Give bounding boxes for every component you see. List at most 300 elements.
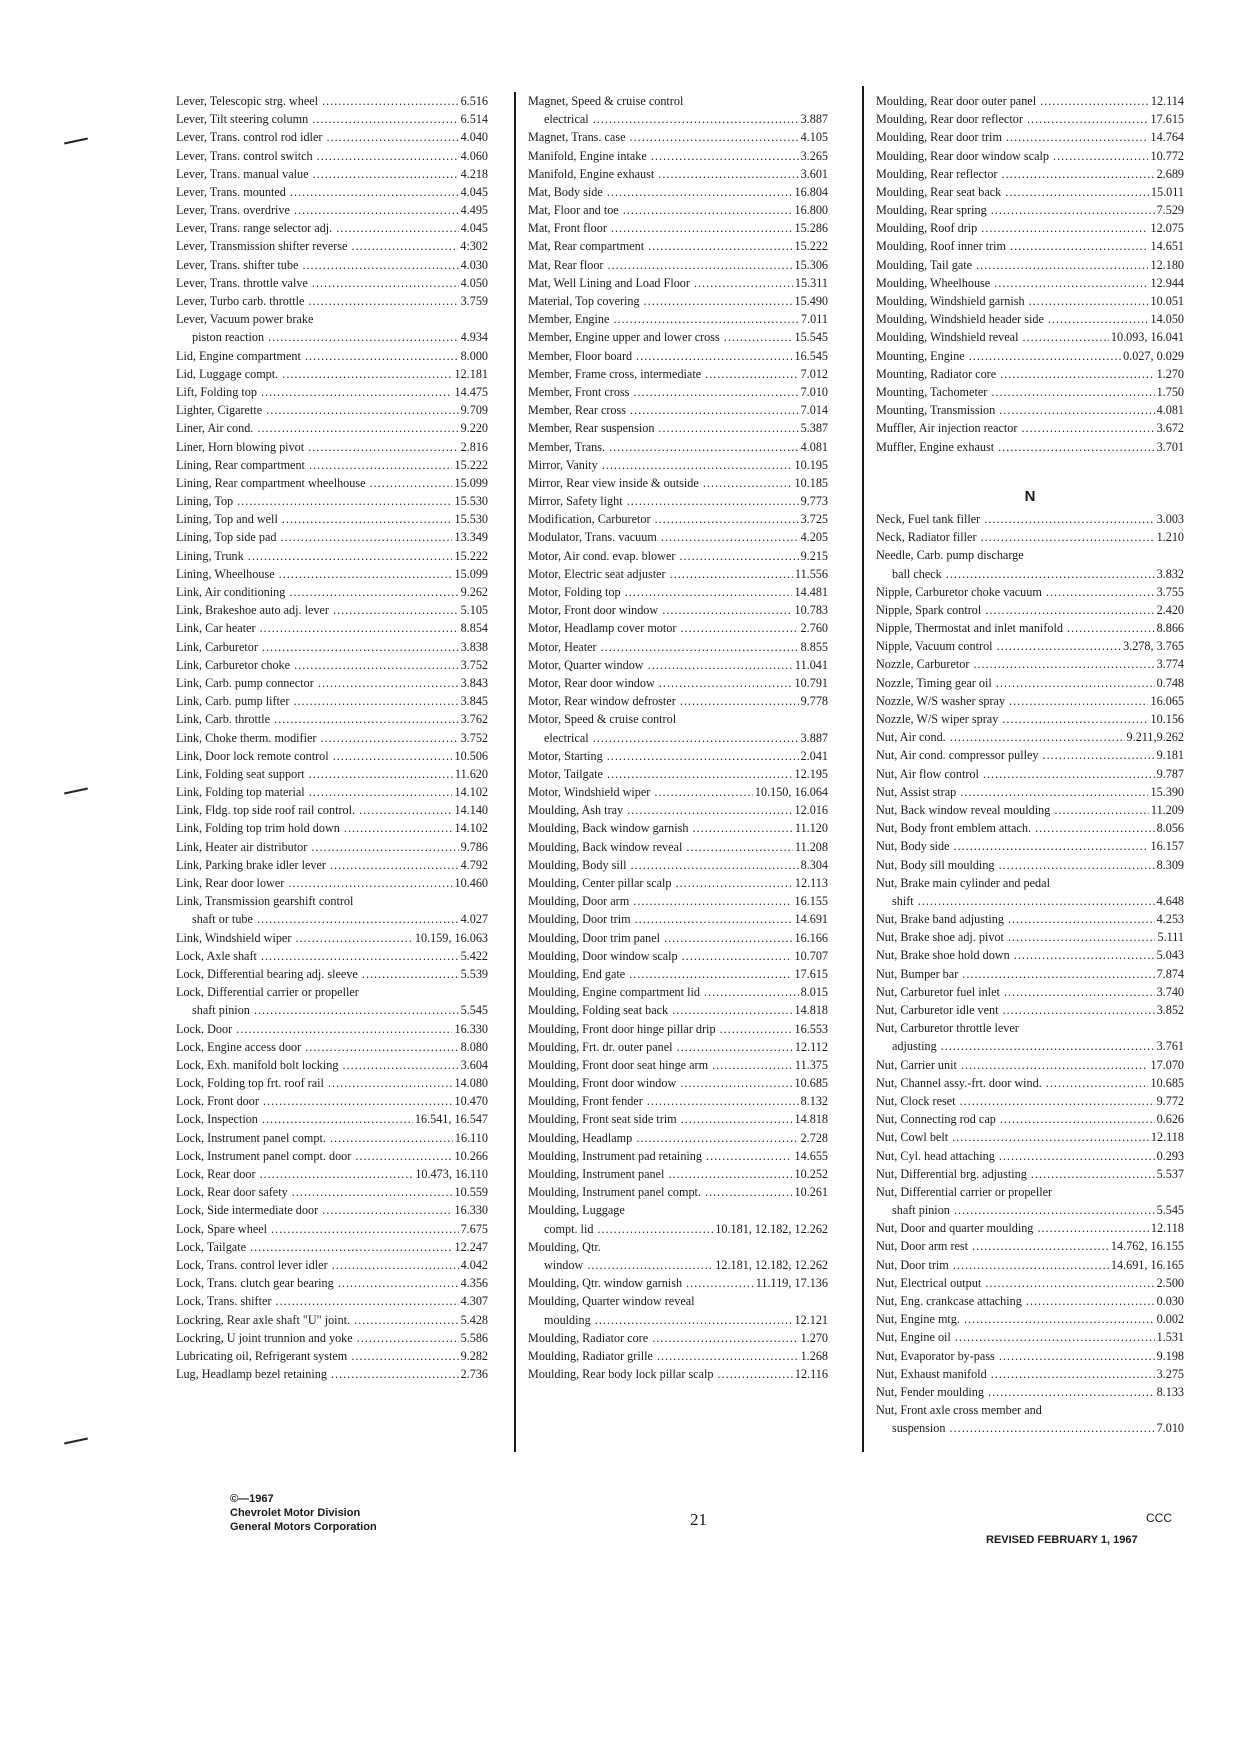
index-entry-term: Moulding, Front door seat hinge arm ..... xyxy=(528,1056,793,1074)
index-entry-page-ref: 16.804 xyxy=(794,184,828,199)
index-entry-page-ref: 17.615 xyxy=(794,966,828,981)
index-entry-term: Magnet, Trans. case ..... xyxy=(528,128,799,146)
index-entry xyxy=(528,1111,828,1129)
index-entry-page-ref: 8.854 xyxy=(460,621,488,636)
index-entry-page-ref: 2.041 xyxy=(800,748,828,763)
index-entry-term: Nut, Cyl. head attaching ..... xyxy=(876,1147,1155,1165)
footer-division: Chevrolet Motor Division xyxy=(230,1507,361,1519)
index-entry xyxy=(176,547,488,565)
index-entry-term: Link, Carb. pump lifter ..... xyxy=(176,692,459,710)
index-entry xyxy=(176,274,488,292)
index-entry xyxy=(176,710,488,728)
index-entry-term: Nut, Connecting rod cap ..... xyxy=(876,1110,1155,1128)
index-entry xyxy=(176,1001,488,1019)
index-entry-page-ref: 0.030 xyxy=(1156,1294,1184,1309)
index-entry xyxy=(876,565,1184,583)
binding-mark xyxy=(64,1438,88,1445)
binding-mark xyxy=(64,138,88,145)
index-entry-page-ref: 2.500 xyxy=(1156,1275,1184,1290)
index-entry-page-ref: 14.475 xyxy=(454,384,488,399)
index-entry-page-ref: 3.265 xyxy=(800,148,828,163)
index-entry-page-ref: 11.556 xyxy=(794,566,828,581)
index-entry xyxy=(528,1129,828,1147)
index-entry xyxy=(876,656,1184,674)
index-entry xyxy=(528,110,828,128)
index-entry-term: Lock, Inspection ..... xyxy=(176,1110,413,1128)
index-entry-term: Manifold, Engine intake ..... xyxy=(528,147,799,165)
index-entry xyxy=(528,910,828,928)
index-entry-term: Nut, Air flow control ..... xyxy=(876,765,1155,783)
index-entry xyxy=(176,474,488,492)
index-entry-term: piston reaction ..... xyxy=(192,328,459,346)
index-entry-page-ref: 10.685 xyxy=(794,1076,828,1091)
index-entry xyxy=(176,1256,488,1274)
index-entry-term: Moulding, Back window reveal ..... xyxy=(528,838,793,856)
index-entry xyxy=(876,619,1184,637)
index-entry xyxy=(528,674,828,692)
index-entry-page-ref: 16.800 xyxy=(794,203,828,218)
index-entry xyxy=(528,219,828,237)
index-entry-term: Moulding, Ash tray ..... xyxy=(528,801,792,819)
index-entry-page-ref: 9.181 xyxy=(1156,748,1184,763)
index-entry-page-ref: 3.852 xyxy=(1156,1003,1184,1018)
index-entry-term: Muffler, Engine exhaust ..... xyxy=(876,438,1155,456)
index-entry-term: Moulding, Instrument pad retaining ..... xyxy=(528,1147,792,1165)
index-entry-page-ref: 8.080 xyxy=(460,1039,488,1054)
index-entry-page-ref: 10.266 xyxy=(454,1148,488,1163)
index-entry xyxy=(528,347,828,365)
index-entry-page-ref: 0.748 xyxy=(1156,675,1184,690)
index-entry-page-ref: 5.586 xyxy=(460,1330,488,1345)
index-entry xyxy=(876,92,1184,110)
index-entry-page-ref: 4.253 xyxy=(1156,912,1184,927)
index-entry xyxy=(528,1056,828,1074)
index-entry-term: Nut, Carburetor fuel inlet ..... xyxy=(876,983,1155,1001)
index-entry-term: Moulding, Door trim panel ..... xyxy=(528,929,792,947)
index-entry-term: Motor, Rear window defroster ..... xyxy=(528,692,799,710)
index-entry-page-ref: 10.470 xyxy=(454,1094,488,1109)
index-entry-term: Moulding, Rear door trim ..... xyxy=(876,128,1148,146)
index-entry-term: Nut, Door and quarter moulding ..... xyxy=(876,1219,1149,1237)
index-entry xyxy=(176,765,488,783)
index-entry xyxy=(176,929,488,947)
index-entry xyxy=(876,856,1184,874)
index-entry-page-ref: 8.000 xyxy=(460,348,488,363)
index-entry-page-ref: 14.818 xyxy=(794,1112,828,1127)
index-entry-term: Moulding, Center pillar scalp ..... xyxy=(528,874,793,892)
index-entry-page-ref: 10.685 xyxy=(1150,1075,1184,1090)
index-entry-page-ref: 10.181, 12.182, 12.262 xyxy=(715,1221,828,1236)
index-entry-page-ref: 16.553 xyxy=(794,1021,828,1036)
index-entry xyxy=(876,1147,1184,1165)
index-entry-page-ref: 12.180 xyxy=(1150,257,1184,272)
index-entry xyxy=(176,438,488,456)
index-entry-page-ref: 14.655 xyxy=(794,1148,828,1163)
index-entry-term: suspension ..... xyxy=(892,1419,1155,1437)
index-entry xyxy=(528,1020,828,1038)
index-entry xyxy=(528,638,828,656)
index-entry xyxy=(176,965,488,983)
index-entry-page-ref: 15.545 xyxy=(794,330,828,345)
index-entry xyxy=(876,401,1184,419)
index-entry-term: Mounting, Transmission ..... xyxy=(876,401,1155,419)
index-entry xyxy=(876,419,1184,437)
index-entry xyxy=(176,401,488,419)
index-entry-term: Motor, Front door window ..... xyxy=(528,601,792,619)
index-entry xyxy=(176,383,488,401)
index-entry-page-ref: 17.615 xyxy=(1150,112,1184,127)
index-entry-page-ref: 3.740 xyxy=(1156,984,1184,999)
index-entry-page-ref: 0.626 xyxy=(1156,1112,1184,1127)
index-entry-term: electrical ..... xyxy=(544,110,799,128)
index-entry-page-ref: 5.387 xyxy=(800,421,828,436)
index-entry-term: shaft or tube ..... xyxy=(192,910,459,928)
index-entry xyxy=(528,1329,828,1347)
index-entry-page-ref: 4.081 xyxy=(1156,403,1184,418)
index-entry xyxy=(176,110,488,128)
index-entry xyxy=(176,656,488,674)
index-entry xyxy=(876,1310,1184,1328)
index-entry-term: Member, Trans. ..... xyxy=(528,438,799,456)
index-entry-term: Lock, Folding top frt. roof rail ..... xyxy=(176,1074,452,1092)
index-entry xyxy=(528,765,828,783)
index-entry xyxy=(176,147,488,165)
index-entry-page-ref: 15.306 xyxy=(794,257,828,272)
index-entry xyxy=(176,874,488,892)
index-entry-term: Moulding, Rear seat back ..... xyxy=(876,183,1149,201)
index-entry-term: compt. lid ..... xyxy=(544,1220,713,1238)
index-entry-page-ref: 9.215 xyxy=(800,548,828,563)
index-entry xyxy=(876,746,1184,764)
index-entry xyxy=(176,1147,488,1165)
index-entry-page-ref: 10.156 xyxy=(1150,712,1184,727)
index-entry-page-ref: 3.843 xyxy=(460,675,488,690)
index-entry xyxy=(876,1201,1184,1219)
index-entry-term: Mounting, Tachometer ..... xyxy=(876,383,1155,401)
index-entry-page-ref: 5.422 xyxy=(460,948,488,963)
index-entry-term: Link, Folding seat support ..... xyxy=(176,765,453,783)
index-entry-term: Lining, Rear compartment ..... xyxy=(176,456,452,474)
index-entry-page-ref: 7.010 xyxy=(800,384,828,399)
index-entry-term: Member, Rear cross ..... xyxy=(528,401,799,419)
index-entry xyxy=(176,838,488,856)
index-entry xyxy=(528,801,828,819)
index-entry-term: Member, Engine upper and lower cross ..... xyxy=(528,328,792,346)
index-entry xyxy=(876,1347,1184,1365)
index-entry-page-ref: 4.030 xyxy=(460,257,488,272)
index-entry-term: Moulding, Instrument panel ..... xyxy=(528,1165,792,1183)
index-entry-term: Link, Air conditioning ..... xyxy=(176,583,459,601)
index-entry xyxy=(876,1328,1184,1346)
index-entry-page-ref: 14.691 xyxy=(794,912,828,927)
index-entry-term: Lock, Engine access door ..... xyxy=(176,1038,459,1056)
index-entry xyxy=(528,1038,828,1056)
index-entry xyxy=(528,783,828,801)
index-entry-page-ref: 4.042 xyxy=(460,1257,488,1272)
index-entry-term: Lining, Trunk ..... xyxy=(176,547,452,565)
index-entry-page-ref: 14.080 xyxy=(454,1076,488,1091)
index-entry xyxy=(528,1092,828,1110)
index-entry xyxy=(876,510,1184,528)
index-entry-page-ref: 7.874 xyxy=(1156,966,1184,981)
index-entry xyxy=(528,547,828,565)
index-entry-term: adjusting ..... xyxy=(892,1037,1155,1055)
index-entry-heading: Lever, Vacuum power brake xyxy=(176,312,314,327)
index-entry-page-ref: 11.209 xyxy=(1150,802,1184,817)
index-entry xyxy=(876,310,1184,328)
index-entry-page-ref: 4.045 xyxy=(460,184,488,199)
index-entry xyxy=(176,201,488,219)
index-entry-page-ref: 15.530 xyxy=(454,512,488,527)
index-entry-page-ref: 4.040 xyxy=(460,130,488,145)
index-entry-term: Lid, Engine compartment ..... xyxy=(176,347,459,365)
index-entry-page-ref: 10.252 xyxy=(794,1167,828,1182)
index-entry-page-ref: 4.105 xyxy=(800,130,828,145)
index-entry-term: Moulding, Front fender ..... xyxy=(528,1092,799,1110)
index-column-2 xyxy=(528,92,828,1383)
index-entry-heading: Link, Transmission gearshift control xyxy=(176,894,354,909)
index-entry-term: Lock, Axle shaft ..... xyxy=(176,947,459,965)
index-entry-term: Motor, Windshield wiper ..... xyxy=(528,783,753,801)
index-entry-page-ref: 15.099 xyxy=(454,475,488,490)
index-entry-term: Lock, Trans. shifter ..... xyxy=(176,1292,459,1310)
index-entry xyxy=(528,401,828,419)
index-entry-page-ref: 3.601 xyxy=(800,166,828,181)
index-entry-term: Nut, Fender moulding ..... xyxy=(876,1383,1155,1401)
index-entry-term: Material, Top covering ..... xyxy=(528,292,792,310)
index-entry-page-ref: 4.307 xyxy=(460,1294,488,1309)
index-entry xyxy=(176,92,488,110)
footer-copyright: ©—1967 xyxy=(230,1493,274,1505)
index-entry xyxy=(176,692,488,710)
index-entry-page-ref: 3.762 xyxy=(460,712,488,727)
index-entry-term: Moulding, Rear spring ..... xyxy=(876,201,1155,219)
index-entry xyxy=(876,1256,1184,1274)
index-entry xyxy=(876,1165,1184,1183)
index-entry-term: Nozzle, Timing gear oil ..... xyxy=(876,674,1155,692)
index-entry-heading: Needle, Carb. pump discharge xyxy=(876,548,1024,563)
index-entry xyxy=(876,1419,1184,1437)
index-entry xyxy=(528,292,828,310)
index-entry xyxy=(176,165,488,183)
index-entry-page-ref: 11.041 xyxy=(794,657,828,672)
index-entry-term: Link, Carb. pump connector ..... xyxy=(176,674,459,692)
index-entry-term: Liner, Air cond. ..... xyxy=(176,419,459,437)
index-entry-term: Moulding, Door trim ..... xyxy=(528,910,792,928)
index-entry xyxy=(528,947,828,965)
index-entry-page-ref: 3.725 xyxy=(800,512,828,527)
index-entry-term: Link, Folding top trim hold down ..... xyxy=(176,819,452,837)
index-entry xyxy=(528,256,828,274)
index-entry-page-ref: 0.293 xyxy=(1156,1148,1184,1163)
index-entry-term: Nut, Body front emblem attach. ..... xyxy=(876,819,1155,837)
index-entry xyxy=(528,474,828,492)
index-entry-term: Moulding, Instrument panel compt. ..... xyxy=(528,1183,792,1201)
index-entry-page-ref: 9.198 xyxy=(1156,1348,1184,1363)
index-entry xyxy=(176,910,488,928)
index-entry-term: Muffler, Air injection reactor ..... xyxy=(876,419,1155,437)
index-entry-page-ref: 2.689 xyxy=(1156,166,1184,181)
index-entry-term: Lock, Door ..... xyxy=(176,1020,452,1038)
index-entry-page-ref: 10.783 xyxy=(794,603,828,618)
index-entry-term: Motor, Air cond. evap. blower ..... xyxy=(528,547,799,565)
index-entry-term: Nipple, Vacuum control ..... xyxy=(876,637,1121,655)
index-entry xyxy=(876,892,1184,910)
index-entry xyxy=(528,601,828,619)
index-entry-term: Moulding, Qtr. window garnish ..... xyxy=(528,1274,754,1292)
index-entry-term: moulding ..... xyxy=(544,1311,792,1329)
index-entry-term: Nipple, Spark control ..... xyxy=(876,601,1155,619)
index-entry-term: Nut, Cowl belt ..... xyxy=(876,1128,1149,1146)
index-entry xyxy=(528,1074,828,1092)
index-entry xyxy=(876,1128,1184,1146)
index-entry-page-ref: 12.181 xyxy=(454,366,488,381)
index-entry-page-ref: 16.065 xyxy=(1150,693,1184,708)
index-entry-page-ref: 7.529 xyxy=(1156,203,1184,218)
index-entry-page-ref: 8.132 xyxy=(800,1094,828,1109)
index-entry xyxy=(876,965,1184,983)
footer-revised-date: REVISED FEBRUARY 1, 1967 xyxy=(986,1534,1138,1546)
index-entry xyxy=(528,165,828,183)
index-entry xyxy=(528,492,828,510)
index-entry xyxy=(528,183,828,201)
index-entry-term: Nut, Body sill moulding ..... xyxy=(876,856,1155,874)
index-entry-term: shaft pinion ..... xyxy=(892,1201,1155,1219)
index-entry-term: Mat, Body side ..... xyxy=(528,183,792,201)
index-entry-term: Lining, Top and well ..... xyxy=(176,510,452,528)
index-entry-heading: Nut, Brake main cylinder and pedal xyxy=(876,875,1050,890)
page-number: 21 xyxy=(690,1510,707,1529)
index-entry-page-ref: 4.648 xyxy=(1156,893,1184,908)
index-entry xyxy=(876,601,1184,619)
index-entry-term: Lever, Trans. control switch ..... xyxy=(176,147,459,165)
index-entry xyxy=(876,292,1184,310)
index-entry xyxy=(528,983,828,1001)
index-entry-term: Moulding, Wheelhouse ..... xyxy=(876,274,1148,292)
index-entry-term: Lever, Trans. shifter tube ..... xyxy=(176,256,459,274)
index-entry-heading: Lock, Differential carrier or propeller xyxy=(176,985,359,1000)
index-entry-page-ref: 16.157 xyxy=(1150,839,1184,854)
index-entry xyxy=(176,747,488,765)
index-entry xyxy=(528,583,828,601)
index-entry-page-ref: 3.887 xyxy=(800,730,828,745)
index-entry-term: Lever, Telescopic strg. wheel ..... xyxy=(176,92,459,110)
index-entry-page-ref: 6.514 xyxy=(460,112,488,127)
index-entry-term: Link, Folding top material ..... xyxy=(176,783,452,801)
index-entry-page-ref: 4.050 xyxy=(460,275,488,290)
footer-corporation: General Motors Corporation xyxy=(230,1521,377,1533)
index-entry-page-ref: 12.112 xyxy=(794,1039,828,1054)
index-entry-term: Nut, Body side ..... xyxy=(876,837,1148,855)
index-column-1 xyxy=(176,92,488,1383)
index-entry-page-ref: 1.268 xyxy=(800,1348,828,1363)
index-entry-term: Moulding, Tail gate ..... xyxy=(876,256,1148,274)
index-entry xyxy=(876,801,1184,819)
index-entry-page-ref: 7.011 xyxy=(801,312,828,327)
index-entry xyxy=(528,238,828,256)
index-entry xyxy=(176,183,488,201)
index-entry xyxy=(876,674,1184,692)
index-entry-term: Moulding, Windshield header side ..... xyxy=(876,310,1148,328)
index-entry xyxy=(876,1037,1184,1055)
index-entry-page-ref: 15.490 xyxy=(794,294,828,309)
index-entry xyxy=(876,1238,1184,1256)
index-entry-page-ref: 12.118 xyxy=(1150,1221,1184,1236)
index-entry-page-ref: 8.304 xyxy=(800,857,828,872)
index-entry-page-ref: 3.755 xyxy=(1156,584,1184,599)
index-entry xyxy=(176,856,488,874)
index-entry xyxy=(528,565,828,583)
index-entry xyxy=(876,910,1184,928)
index-entry-term: Lever, Trans. manual value ..... xyxy=(176,165,459,183)
index-entry-term: Modification, Carburetor ..... xyxy=(528,510,799,528)
index-entry xyxy=(176,583,488,601)
index-entry-page-ref: 12.247 xyxy=(454,1239,488,1254)
index-entry-page-ref: 4.356 xyxy=(460,1276,488,1291)
index-entry-term: Nut, Engine mtg. ..... xyxy=(876,1310,1155,1328)
index-entry-term: Nozzle, W/S wiper spray ..... xyxy=(876,710,1148,728)
index-entry-page-ref: 6.516 xyxy=(460,93,488,108)
index-entry-page-ref: 9.282 xyxy=(460,1348,488,1363)
index-entry-page-ref: 7.012 xyxy=(800,366,828,381)
index-entry-page-ref: 3.887 xyxy=(800,112,828,127)
index-entry-term: Lock, Rear door ..... xyxy=(176,1165,413,1183)
index-entry-term: Mirror, Rear view inside & outside ..... xyxy=(528,474,792,492)
index-entry-heading: Nut, Differential carrier or propeller xyxy=(876,1184,1053,1199)
index-entry-term: Nut, Channel assy.-frt. door wind. ..... xyxy=(876,1074,1148,1092)
index-entry xyxy=(876,238,1184,256)
index-entry-page-ref: 15.390 xyxy=(1150,784,1184,799)
index-entry-page-ref: 2.760 xyxy=(800,621,828,636)
index-entry xyxy=(528,1311,828,1329)
index-entry-term: Moulding, Radiator core ..... xyxy=(528,1329,799,1347)
index-entry xyxy=(876,365,1184,383)
index-entry xyxy=(528,383,828,401)
index-entry-page-ref: 9.787 xyxy=(1156,766,1184,781)
index-entry-page-ref: 10.506 xyxy=(454,748,488,763)
index-entry xyxy=(876,765,1184,783)
index-entry-term: Lug, Headlamp bezel retaining ..... xyxy=(176,1365,459,1383)
index-entry-term: Lock, Trans. control lever idler ..... xyxy=(176,1256,459,1274)
index-entry-page-ref: 4.060 xyxy=(460,148,488,163)
index-entry-term: Lock, Trans. clutch gear bearing ..... xyxy=(176,1274,459,1292)
index-entry-term: Nozzle, Carburetor ..... xyxy=(876,655,1155,673)
index-entry-page-ref: 17.070 xyxy=(1150,1057,1184,1072)
index-entry-term: Moulding, Body sill ..... xyxy=(528,856,799,874)
index-entry-term: Mirror, Safety light ..... xyxy=(528,492,799,510)
index-entry-page-ref: 11.120 xyxy=(794,821,828,836)
index-entry-page-ref: 3.003 xyxy=(1156,511,1184,526)
index-entry-page-ref: 8.133 xyxy=(1156,1384,1184,1399)
index-entry xyxy=(876,528,1184,546)
index-entry xyxy=(176,1129,488,1147)
index-entry xyxy=(176,783,488,801)
index-entry xyxy=(876,783,1184,801)
index-entry-page-ref: 4.205 xyxy=(800,530,828,545)
index-entry-page-ref: 14.102 xyxy=(454,821,488,836)
index-entry xyxy=(876,1110,1184,1128)
index-entry xyxy=(176,128,488,146)
index-entry-page-ref: 14.102 xyxy=(454,785,488,800)
index-entry-term: Lid, Luggage compt. ..... xyxy=(176,365,452,383)
index-entry-page-ref: 10.093, 16.041 xyxy=(1110,330,1184,345)
index-entry xyxy=(528,856,828,874)
index-entry-page-ref: 3.604 xyxy=(460,1057,488,1072)
index-entry xyxy=(876,1274,1184,1292)
index-entry-term: Mat, Rear floor ..... xyxy=(528,256,792,274)
index-entry-term: Nut, Back window reveal moulding ..... xyxy=(876,801,1149,819)
index-entry xyxy=(176,219,488,237)
